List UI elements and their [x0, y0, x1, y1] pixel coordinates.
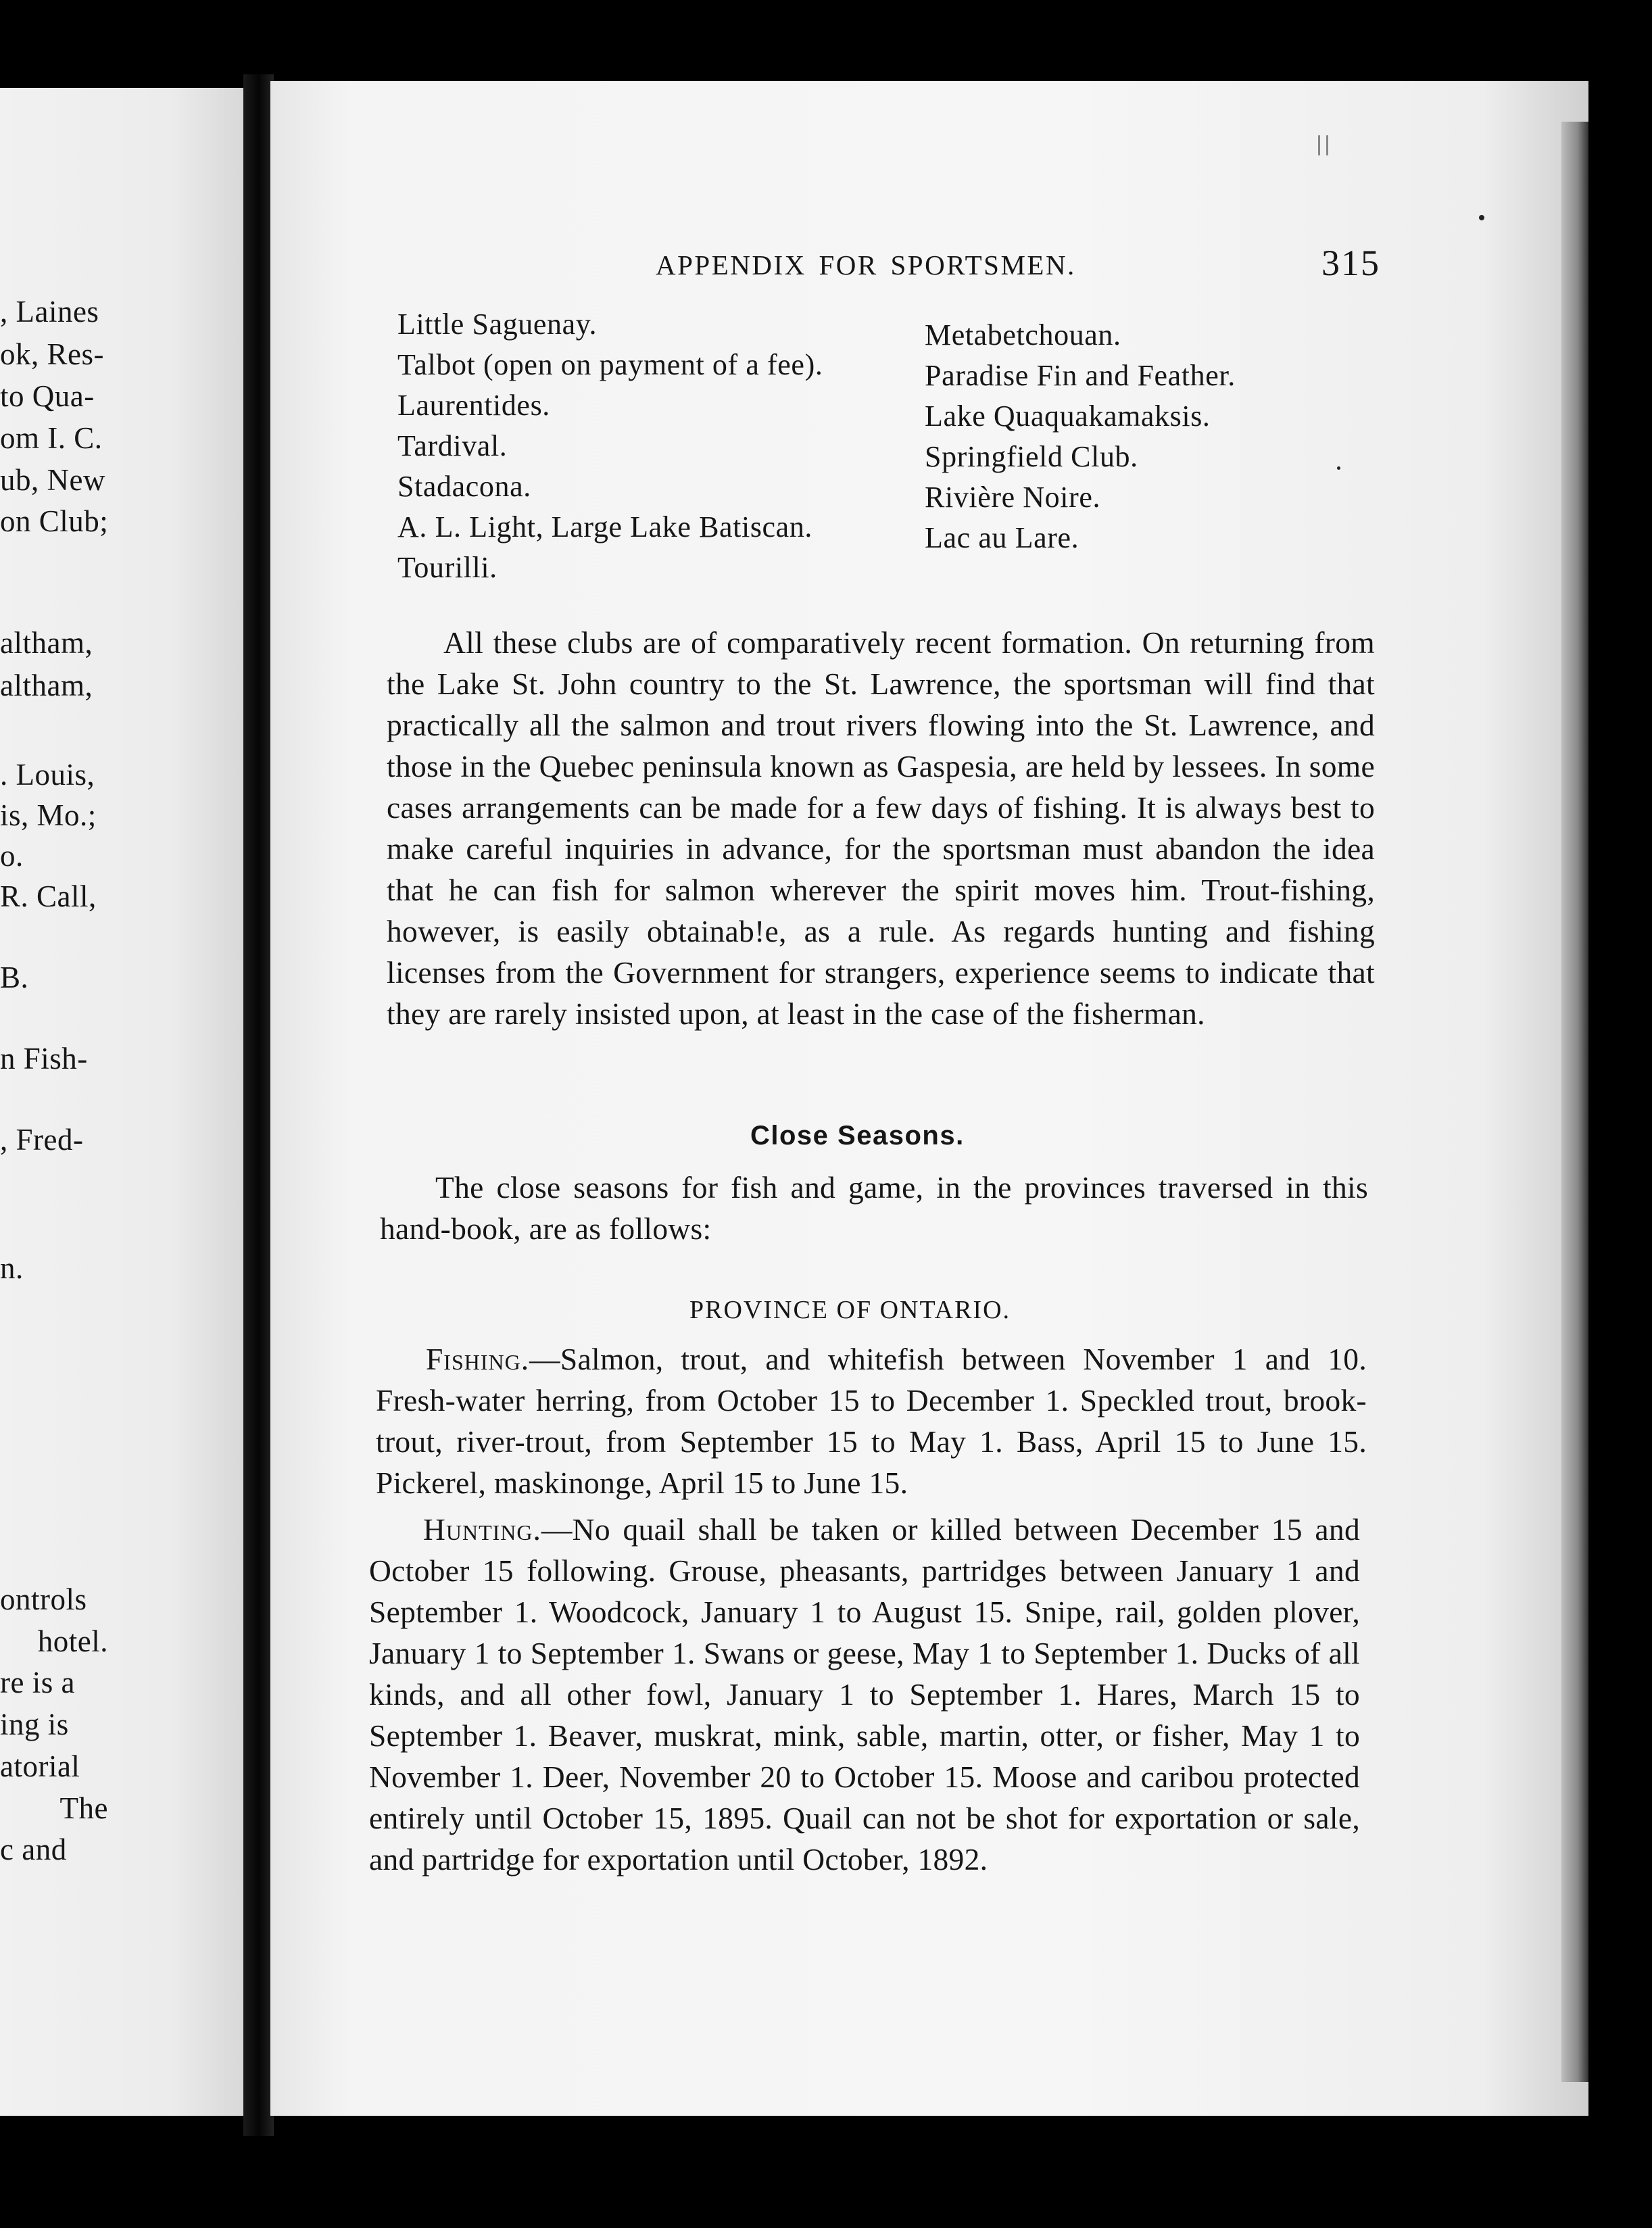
club-list-item: Springfield Club.: [925, 440, 1138, 473]
left-page-line: The: [59, 1791, 108, 1825]
hunting-text: —No quail shall be taken or killed between December 15 and October 15 following. Grouse, pheasants, partridges between January 1 and September 1. Woodcock, January 1 to August 15. Snipe, rail, golden plover, January 1 to September 1. Swans or geese, May 1 to September 1. Ducks of all kinds, and all other fowl, January 1 to September 1. Hares, March 15 to September 1. Beaver, muskrat, mink, sable, martin, otter, or fisher, May 1 to November 1. Deer, November 20 to October 15. Moose and caribou protected entirely until October 15, 1895. Quail can not be shot for exportation or sale, and partridge for exportation until October, 1892.: [369, 1512, 1360, 1876]
book-gutter: [243, 74, 274, 2136]
left-page-line: atorial: [0, 1749, 80, 1783]
club-list-item: Little Saguenay.: [397, 308, 598, 341]
left-page-line: ok, Res-: [0, 337, 104, 371]
section-title: Close Seasons.: [750, 1121, 965, 1151]
fishing-text: —Salmon, trout, and whitefish between November 1 and 10. Fresh-water herring, from October 15 to December 1. Speckled trout, brook-trout, river-trout, from September 15 to May 1. Bass, April 15 to June 15. Pickerel, maskinonge, April 15 to June 15.: [376, 1342, 1367, 1500]
page-edge-shadow: [1561, 122, 1588, 2082]
left-page-line: om I. C.: [0, 421, 103, 455]
scan-speck: [1318, 135, 1320, 155]
clubs-list-left: [397, 304, 823, 588]
club-list-item: Tardival.: [397, 429, 508, 462]
fishing-paragraph: [376, 1338, 1367, 1503]
left-page-line: on Club;: [0, 504, 109, 538]
left-page-line: to Qua-: [0, 379, 95, 413]
left-page-line: n Fish-: [0, 1042, 88, 1075]
left-page-line: c and: [0, 1833, 67, 1866]
left-page-line: . Louis,: [0, 758, 95, 792]
left-page-line: ing is: [0, 1708, 69, 1741]
left-page-line: , Laines: [0, 295, 99, 329]
close-seasons-intro: The close seasons for fish and game, in the provinces traversed in this hand-book, are as follows:: [380, 1170, 1368, 1246]
club-list-item: Metabetchouan.: [925, 318, 1121, 352]
left-page-line: ub, New: [0, 463, 105, 497]
page-number: 315: [1321, 243, 1380, 283]
clubs-list-right: [925, 315, 1236, 558]
left-page-line: is, Mo.;: [0, 798, 97, 832]
club-list-item: Paradise Fin and Feather.: [925, 359, 1236, 392]
club-list-item: Lac au Lare.: [925, 521, 1079, 554]
club-list-item: Stadacona.: [397, 470, 531, 503]
left-page-line: R. Call,: [0, 879, 97, 913]
left-page-line: altham,: [0, 626, 93, 660]
left-page-line: altham,: [0, 669, 93, 702]
scan-speck: [1326, 135, 1328, 155]
left-page-line: B.: [0, 961, 29, 994]
club-list-item: Talbot (open on payment of a fee).: [397, 348, 823, 381]
left-facing-page: [0, 88, 243, 2116]
club-list-item: Rivière Noire.: [925, 481, 1101, 514]
club-list-item: A. L. Light, Large Lake Batiscan.: [397, 510, 813, 543]
scan-speck: [1479, 215, 1484, 220]
hunting-paragraph: [369, 1509, 1360, 1880]
scan-speck: [1337, 466, 1340, 470]
club-list-item: Lake Quaquakamaksis.: [925, 399, 1211, 433]
left-page-line: , Fred-: [0, 1123, 84, 1157]
club-list-item: Laurentides.: [397, 389, 550, 422]
left-page-line: re is a: [0, 1666, 75, 1699]
left-page-line: hotel.: [37, 1624, 108, 1658]
fishing-label: Fishing.: [426, 1342, 530, 1376]
left-page-line: ontrols: [0, 1582, 87, 1616]
clubs-paragraph: All these clubs are of comparatively recent formation. On returning from the Lake St. John country to the St. Lawrence, the sportsman will find that practically all the salmon and trout rivers flowing into the St. Lawrence, and those in the Quebec peninsula known as Gaspesia, are held by lessees. In some cases arrangements can be made for a few days of fishing. It is always best to make careful inquiries in advance, for the sportsman must abandon the idea that he can fish for salmon wherever the spirit moves him. Trout-fishing, however, is easily obtainab!e, as a rule. As regards hunting and fishing licenses from the Government for strangers, experience seems to indicate that they are rarely insisted upon, at least in the case of the fisherman.: [387, 625, 1375, 1031]
left-page-line: o.: [0, 839, 24, 873]
province-heading: PROVINCE OF ONTARIO.: [689, 1296, 1011, 1324]
club-list-item: Tourilli.: [397, 551, 497, 584]
left-page-line: n.: [0, 1251, 24, 1285]
hunting-label: Hunting.: [423, 1512, 541, 1547]
running-header: APPENDIX FOR SPORTSMEN.: [656, 249, 1076, 281]
